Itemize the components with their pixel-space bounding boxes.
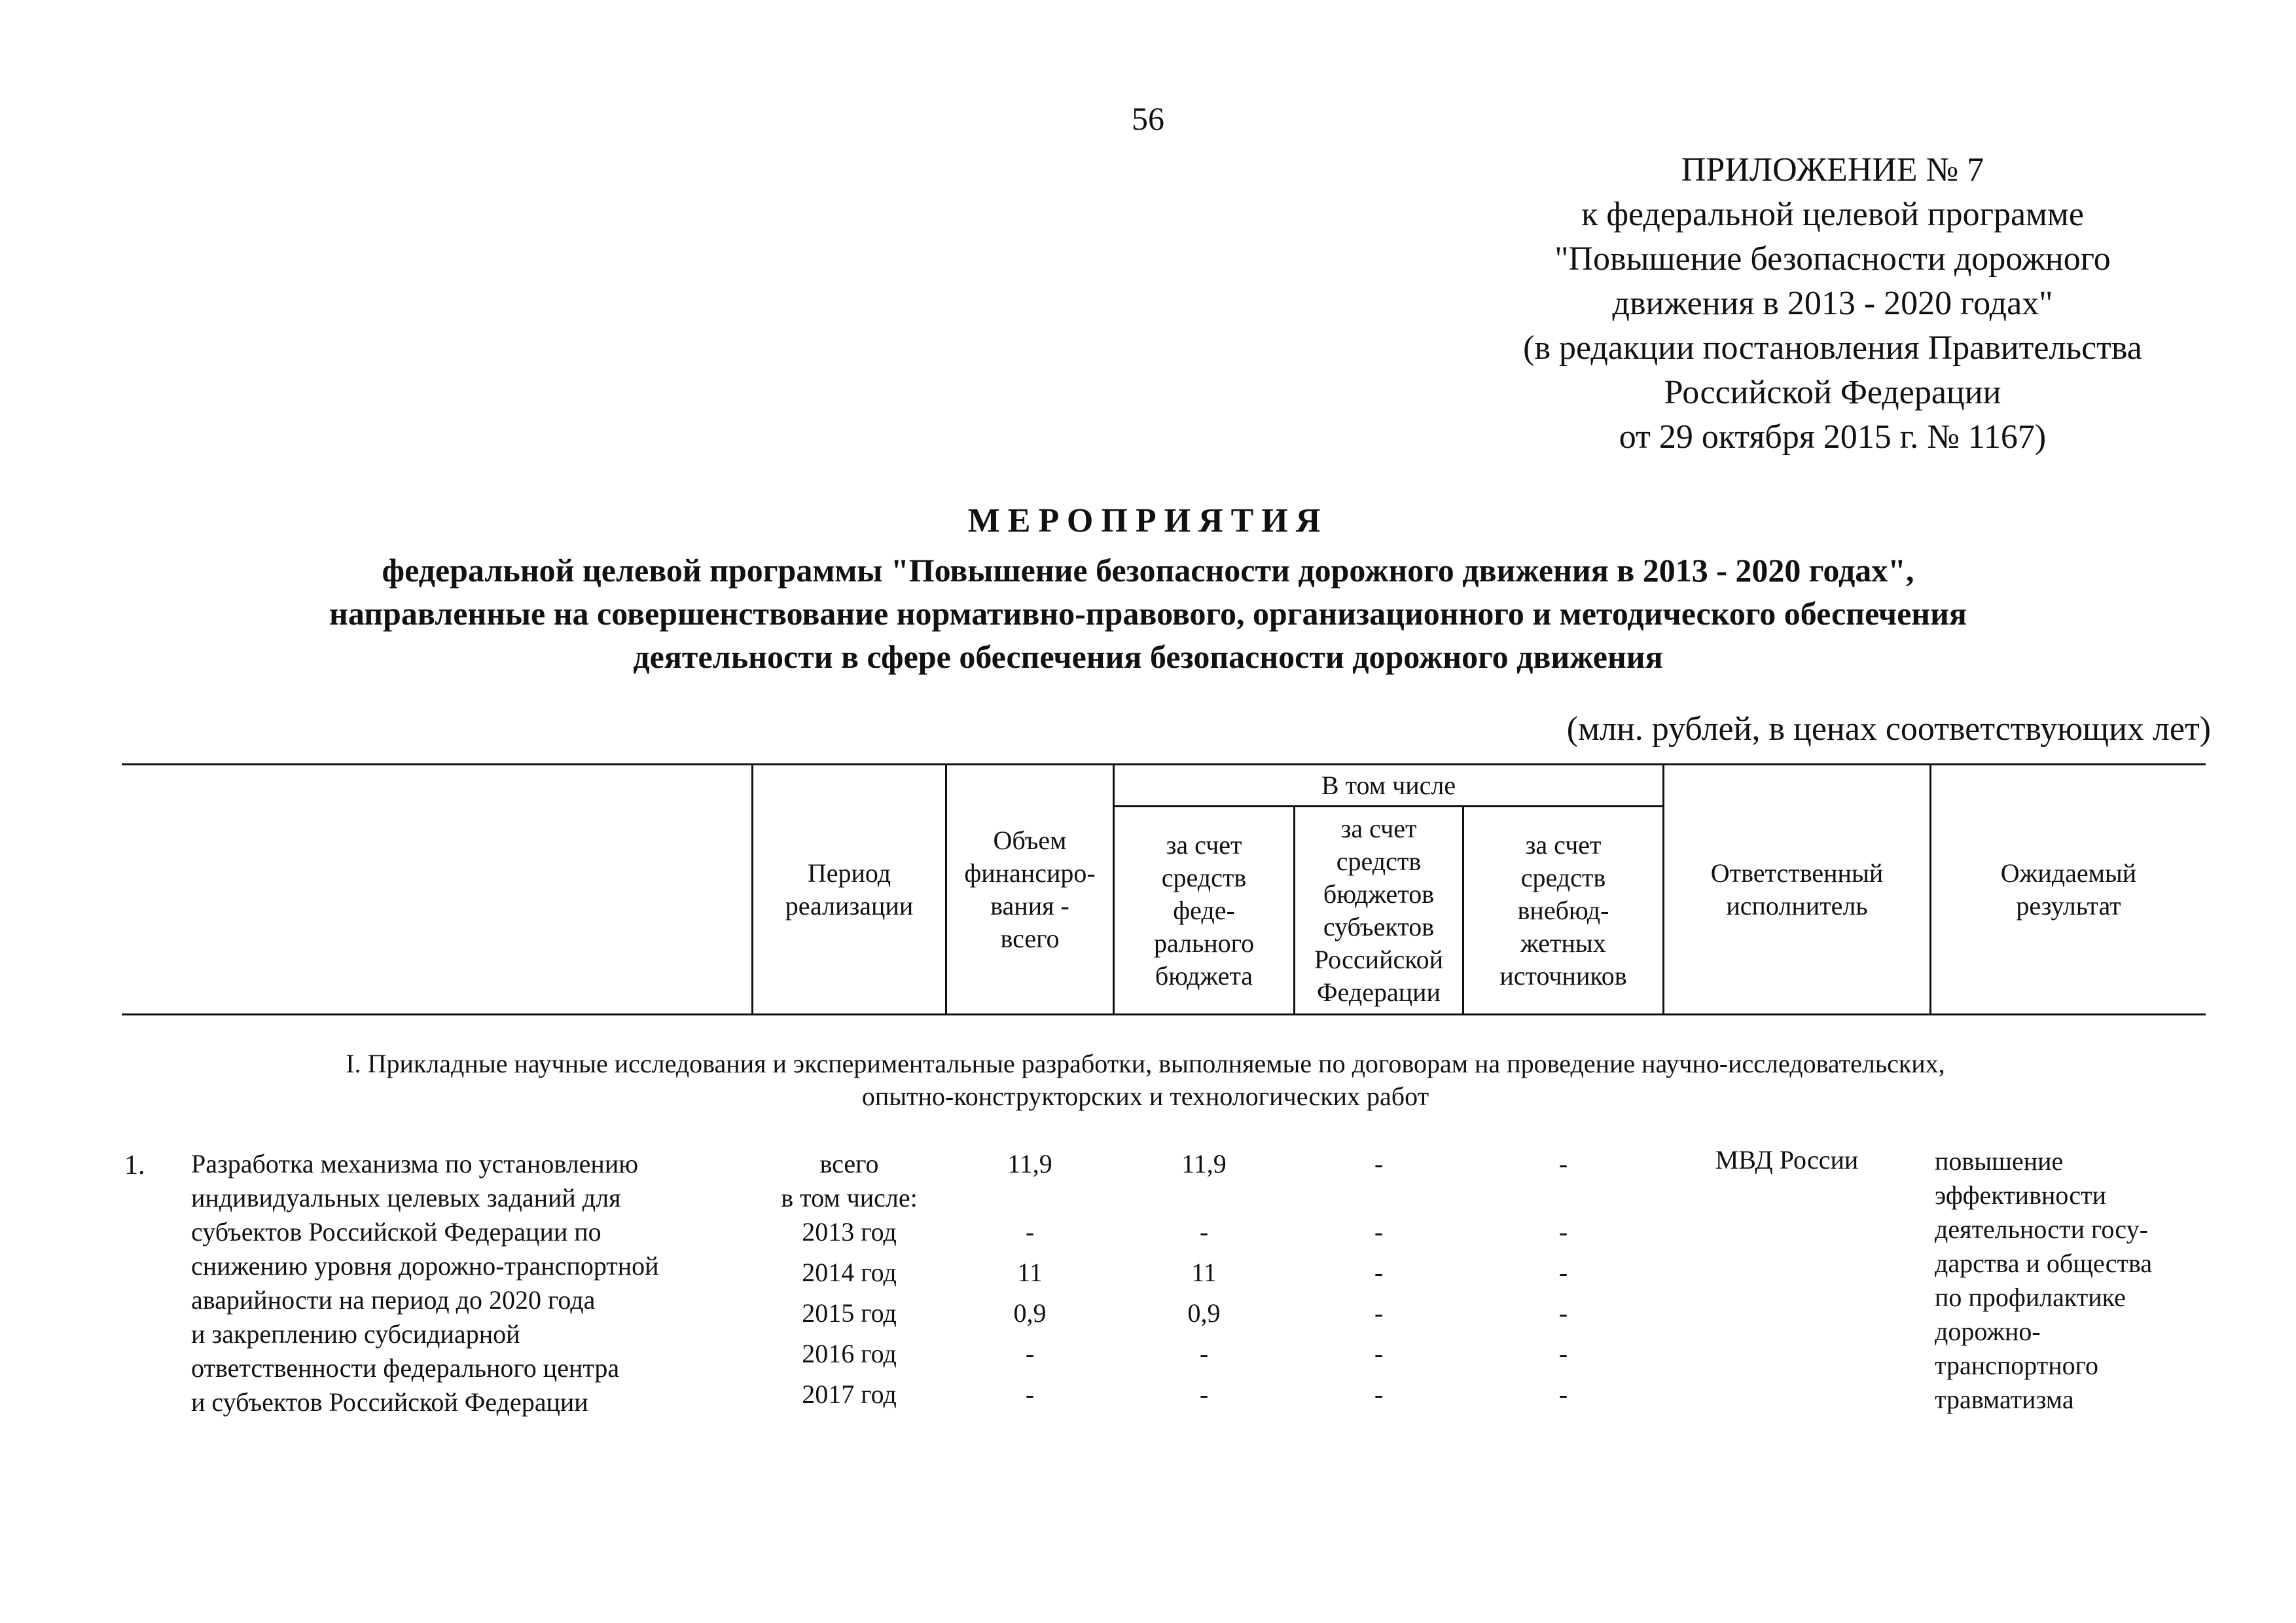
total-cell: - (1025, 1217, 1035, 1247)
regional-cell: - (1374, 1298, 1384, 1328)
federal-cell: - (1199, 1217, 1209, 1247)
period-cell: 2014 год (802, 1258, 897, 1287)
appendix-line: ПРИЛОЖЕНИЕ № 7 (1681, 151, 1984, 189)
appendix-block (1374, 148, 2291, 460)
appendix-line: "Повышение безопасности дорожного (1554, 240, 2111, 278)
header-result: Ожидаемый результат (2000, 858, 2137, 921)
row-number: 1. (124, 1150, 145, 1180)
federal-cell: 11,9 (1181, 1149, 1227, 1178)
appendix-line: (в редакции постановления Правительства (1523, 329, 2142, 367)
regional-cell: - (1374, 1379, 1384, 1409)
extrabudget-cell: - (1558, 1298, 1568, 1328)
extrabudget-cell: - (1558, 1339, 1568, 1368)
header-total: Объем финансиро- вания - всего (964, 825, 1096, 953)
subtitle-line: деятельности в сфере обеспечения безопасности дорожного движения (633, 638, 1663, 675)
total-cell: - (1025, 1379, 1035, 1409)
period-cell: 2013 год (802, 1217, 897, 1247)
document-subtitle (98, 549, 2198, 678)
appendix-line: движения в 2013 - 2020 годах" (1612, 285, 2053, 322)
executor-cell: МВД России (1715, 1145, 1859, 1175)
header-regional: за счет средств бюджетов субъектов Российской Федерации (1314, 813, 1444, 1007)
regional-cell: - (1374, 1339, 1384, 1368)
including-label: в том числе: (781, 1183, 918, 1213)
appendix-line: Российской Федерации (1664, 374, 2001, 411)
period-cell: 2017 год (802, 1379, 897, 1409)
section-heading: I. Прикладные научные исследования и экспериментальные разработки, выполняемые по договорам на проведение научно-исследовательских, опытно-конструкторских и технологических работ (346, 1049, 1945, 1111)
header-including: В том числе (1321, 770, 1456, 800)
appendix-line: от 29 октября 2015 г. № 1167) (1619, 418, 2047, 456)
extrabudget-cell: - (1558, 1217, 1568, 1247)
period-cell: всего (819, 1149, 879, 1178)
extrabudget-cell: - (1558, 1379, 1568, 1409)
subtitle-line: федеральной целевой программы "Повышение безопасности дорожного движения в 2013 - 2020 годах", (382, 552, 1914, 589)
header-extrabudget: за счет средств внебюд- жетных источников (1499, 830, 1627, 991)
page-number: 56 (1132, 100, 1164, 137)
event-description: Разработка механизма по установлению индивидуальных целевых заданий для субъектов Российской Федерации по снижению уровня дорожно-транспортной аварийности на период до 2020 года и закреплению субсидиарной ответственности федерального центра и субъектов Российской Федерации (191, 1149, 659, 1417)
period-cell: 2016 год (802, 1339, 897, 1368)
total-cell: 11 (1017, 1258, 1043, 1287)
federal-cell: 0,9 (1187, 1298, 1221, 1328)
total-cell: 0,9 (1013, 1298, 1047, 1328)
table-header-bottom-border (122, 1013, 2206, 1015)
units-note: (млн. рублей, в ценах соответствующих лет) (1566, 710, 2211, 748)
header-federal: за счет средств феде- рального бюджета (1153, 830, 1255, 991)
header-period: Период реализации (785, 858, 914, 921)
regional-cell: - (1374, 1258, 1384, 1287)
document-title: МЕРОПРИЯТИЯ (967, 502, 1329, 539)
extrabudget-cell: - (1558, 1149, 1568, 1178)
appendix-line: к федеральной целевой программе (1581, 196, 2084, 233)
regional-cell: - (1374, 1217, 1384, 1247)
period-cell: 2015 год (802, 1298, 897, 1328)
total-cell: 11,9 (1007, 1149, 1052, 1178)
total-cell: - (1025, 1339, 1035, 1368)
extrabudget-cell: - (1558, 1258, 1568, 1287)
header-executor: Ответственный исполнитель (1710, 858, 1884, 921)
federal-cell: - (1199, 1379, 1209, 1409)
federal-cell: - (1199, 1339, 1209, 1368)
expected-result: повышение эффективности деятельности госу- дарства и общества по профилактике дорожно- транспортного травматизма (1935, 1146, 2153, 1414)
federal-cell: 11 (1191, 1258, 1217, 1287)
subtitle-line: направленные на совершенствование нормативно-правового, организационного и методического обеспечения (329, 595, 1967, 632)
regional-cell: - (1374, 1149, 1384, 1178)
